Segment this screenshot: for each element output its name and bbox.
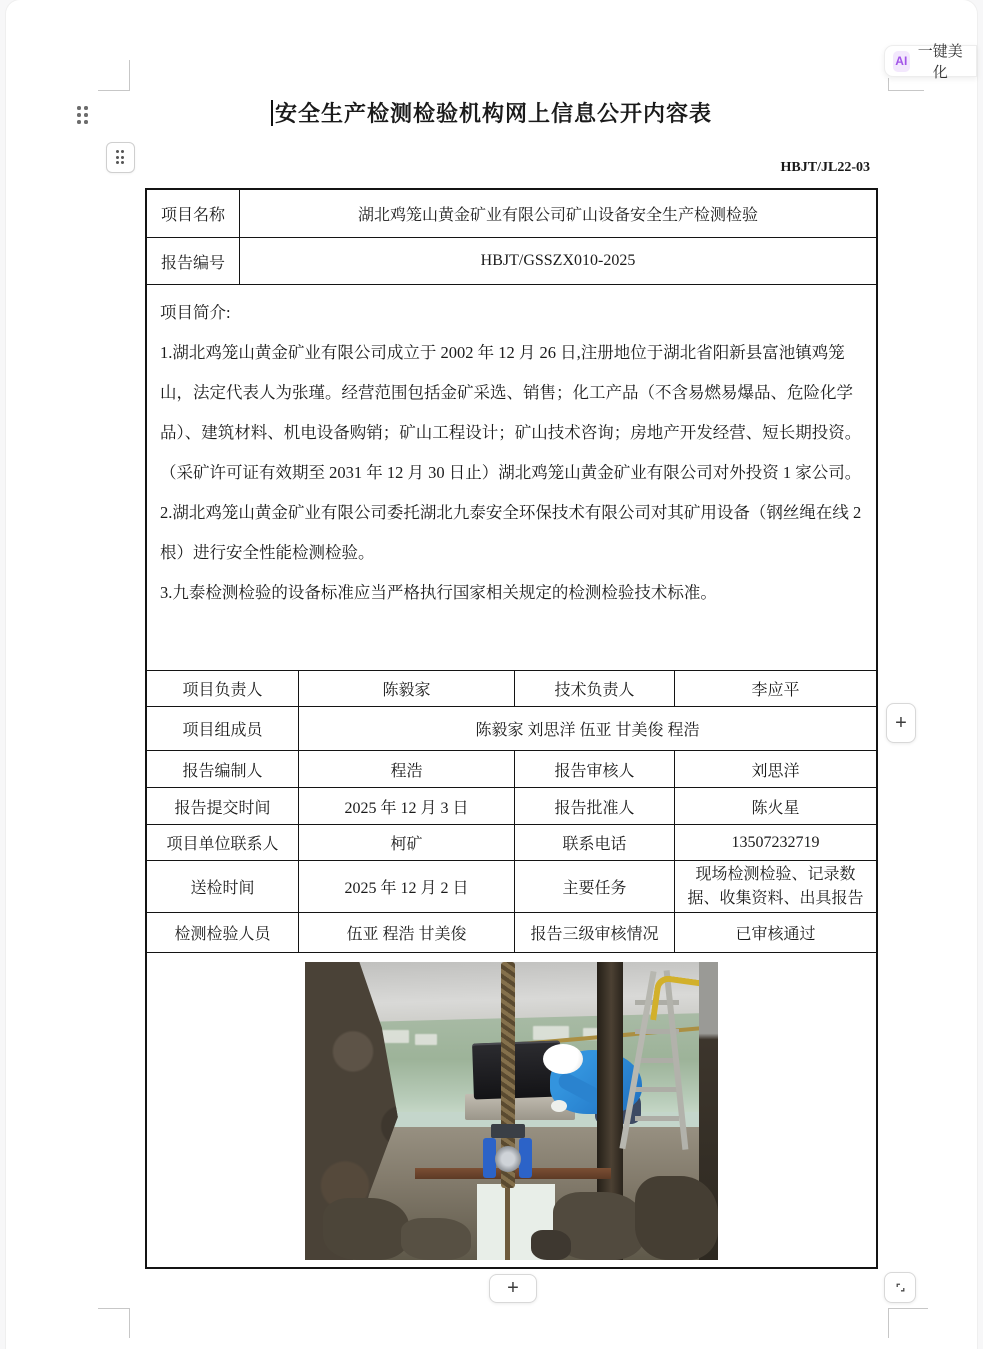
expand-icon xyxy=(893,1280,908,1295)
unit-contact-label: 项目单位联系人 xyxy=(166,836,279,853)
table-row xyxy=(147,670,876,706)
main-task-value: 现场检测检验、记录数据、收集资料、出具报告 xyxy=(674,861,876,912)
add-block-button[interactable] xyxy=(489,1274,537,1303)
review-status-label: 报告三级审核情况 xyxy=(514,913,674,952)
project-name-label: 项目名称 xyxy=(160,207,225,224)
submit-time-label: 报告提交时间 xyxy=(174,799,271,817)
photo-helmet xyxy=(543,1044,583,1074)
text-boundary-mark xyxy=(98,1308,130,1309)
intro-paragraph: 2.湖北鸡笼山黄金矿业有限公司委托湖北九泰安全环保技术有限公司对其矿用设备（钢丝绳在线 2 根）进行安全性能检测检验。 xyxy=(160,503,862,562)
text-boundary-mark xyxy=(129,1308,130,1338)
table-row xyxy=(147,284,876,670)
page-title xyxy=(6,97,977,128)
project-leader-label: 项目负责人 xyxy=(182,682,263,699)
table-row xyxy=(147,860,876,912)
ai-beautify-button[interactable] xyxy=(884,43,977,81)
main-task-label: 主要任务 xyxy=(514,861,674,912)
report-writer-label: 报告编制人 xyxy=(182,762,263,780)
text-boundary-mark xyxy=(888,1308,889,1338)
tech-leader-value: 李应平 xyxy=(674,671,876,706)
report-reviewer-label: 报告审核人 xyxy=(514,751,674,787)
submit-time-value: 2025 年 12 月 3 日 xyxy=(298,788,514,824)
ai-beautify-label: 一键美化 xyxy=(917,43,963,81)
table-row xyxy=(147,237,876,284)
table-row xyxy=(147,190,876,237)
ai-badge-icon: AI xyxy=(893,51,910,72)
text-cursor xyxy=(271,100,273,126)
team-members-value: 陈毅家 刘思洋 伍亚 甘美俊 程浩 xyxy=(298,707,876,750)
report-reviewer-value: 刘思洋 xyxy=(674,751,876,787)
phone-label: 联系电话 xyxy=(514,825,674,860)
inspectors-label: 检测检验人员 xyxy=(174,926,271,943)
site-inspection-photo xyxy=(305,962,718,1260)
text-boundary-mark xyxy=(888,90,924,91)
intro-heading: 项目简介: xyxy=(160,303,231,322)
phone-value: 13507232719 xyxy=(674,825,876,860)
intro-paragraph: 3.九泰检测检验的设备标准应当严格执行国家相关规定的检测检验技术标准。 xyxy=(160,583,717,602)
text-boundary-mark xyxy=(888,1308,928,1309)
fullscreen-button[interactable] xyxy=(884,1272,916,1303)
approver-value: 陈火星 xyxy=(674,788,876,824)
team-members-label: 项目组成员 xyxy=(182,722,263,739)
table-row xyxy=(147,750,876,787)
report-writer-value: 程浩 xyxy=(298,751,514,787)
tech-leader-label: 技术负责人 xyxy=(514,671,674,706)
table-row xyxy=(147,824,876,860)
plus-icon: + xyxy=(895,711,907,734)
report-no-label: 报告编号 xyxy=(160,254,225,272)
unit-contact-value: 柯矿 xyxy=(298,825,514,860)
inspectors-value: 伍亚 程浩 甘美俊 xyxy=(298,913,514,952)
text-boundary-mark xyxy=(98,90,130,91)
table-row xyxy=(147,706,876,750)
doc-code: HBJT/JL22-03 xyxy=(780,160,870,175)
project-leader-value: 陈毅家 xyxy=(298,671,514,706)
inspection-time-value: 2025 年 12 月 2 日 xyxy=(298,861,514,912)
page-title-text: 安全生产检测检验机构网上信息公开内容表 xyxy=(274,101,712,126)
report-no-value: HBJT/GSSZX010-2025 xyxy=(239,238,876,284)
content-table xyxy=(145,188,878,1269)
approver-label: 报告批准人 xyxy=(514,788,674,824)
inspection-time-label: 送检时间 xyxy=(190,880,255,897)
intro-paragraph: 1.湖北鸡笼山黄金矿业有限公司成立于 2002 年 12 月 26 日,注册地位于湖北省阳新县富池镇鸡笼山，法定代表人为张瑾。经营范围包括金矿采选、销售；化工产品（不含易燃易爆品、危险化学品）、建筑材料、机电设备购销；矿山工程设计；矿山技术咨询；房地产开发经营、短长期投资。（采矿许可证有效期至 2031 年 12 月 30 日止）湖北鸡笼山黄金矿业有限公司对外投资 1 家公司。 xyxy=(160,343,862,482)
review-status-value: 已审核通过 xyxy=(674,913,876,952)
document-page xyxy=(6,0,977,1349)
table-row xyxy=(147,787,876,824)
text-boundary-mark xyxy=(129,60,130,91)
insert-row-button[interactable] xyxy=(886,703,916,743)
table-row xyxy=(147,912,876,952)
plus-icon: + xyxy=(507,1277,519,1299)
project-intro-cell xyxy=(147,285,876,670)
project-name-value: 湖北鸡笼山黄金矿业有限公司矿山设备安全生产检测检验 xyxy=(239,190,876,237)
photo-row xyxy=(147,952,876,1267)
